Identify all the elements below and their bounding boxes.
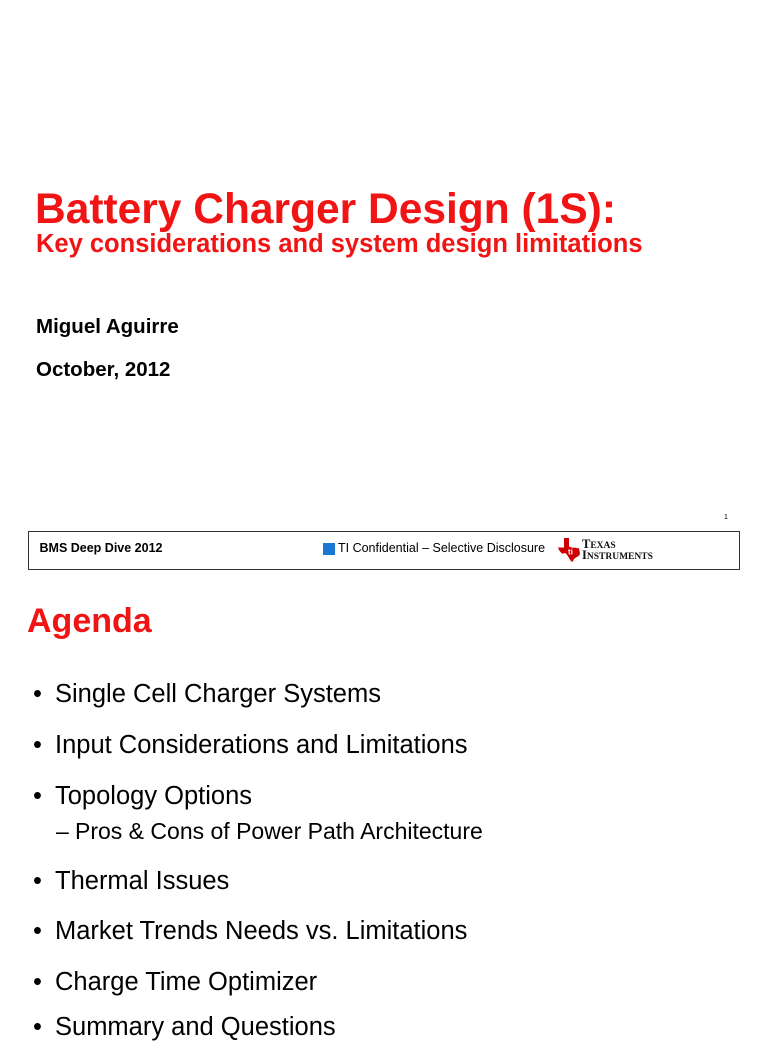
agenda-item-text: Market Trends Needs vs. Limitations — [55, 917, 468, 946]
agenda-item-text: Thermal Issues — [55, 867, 230, 896]
presentation-date: October, 2012 — [36, 357, 171, 381]
logo-wordmark-line2: INSTRUMENTS — [582, 548, 653, 562]
bullet-glyph: • — [33, 680, 42, 709]
agenda-item-text: Topology Options — [55, 782, 253, 811]
bullet-glyph: • — [33, 867, 42, 896]
ti-logo — [558, 538, 658, 564]
agenda-item — [0, 970, 740, 996]
confidentiality-notice: TI Confidential – Selective Disclosure — [338, 541, 546, 556]
logo-mark: ti — [568, 547, 573, 557]
agenda-item-text: Single Cell Charger Systems — [55, 680, 381, 709]
agenda-item — [0, 869, 740, 895]
bullet-glyph: • — [33, 731, 42, 760]
agenda-subitem-text: Pros & Cons of Power Path Architecture — [75, 817, 483, 844]
agenda-item-text: Input Considerations and Limitations — [55, 731, 468, 760]
agenda-item-text: Summary and Questions — [55, 1013, 336, 1041]
bullet-glyph: • — [33, 782, 42, 811]
slide-footer — [28, 531, 740, 570]
agenda-subitem — [0, 817, 740, 844]
blue-square-marker-icon — [323, 543, 335, 555]
presenter-name: Miguel Aguirre — [36, 315, 179, 338]
page-number: 1 — [724, 514, 728, 521]
bullet-glyph: • — [33, 1013, 42, 1041]
agenda-heading: Agenda — [27, 602, 152, 640]
slide-subtitle: Key considerations and system design limitations — [36, 230, 643, 259]
agenda-item — [0, 784, 740, 810]
ti-texas-logo-icon — [558, 538, 580, 562]
event-name: BMS Deep Dive 2012 — [39, 541, 163, 556]
bullet-glyph: • — [33, 968, 42, 997]
slide-title: Battery Charger Design (1S): — [35, 186, 616, 233]
agenda-item-text: Charge Time Optimizer — [55, 968, 318, 997]
sub-bullet-glyph: – — [56, 817, 69, 844]
agenda-item — [0, 682, 740, 708]
logo-wordmark-line1: TEXAS — [582, 537, 616, 551]
agenda-item — [0, 1013, 740, 1041]
bullet-glyph: • — [33, 917, 42, 946]
agenda-item — [0, 733, 740, 759]
agenda-item — [0, 919, 740, 945]
